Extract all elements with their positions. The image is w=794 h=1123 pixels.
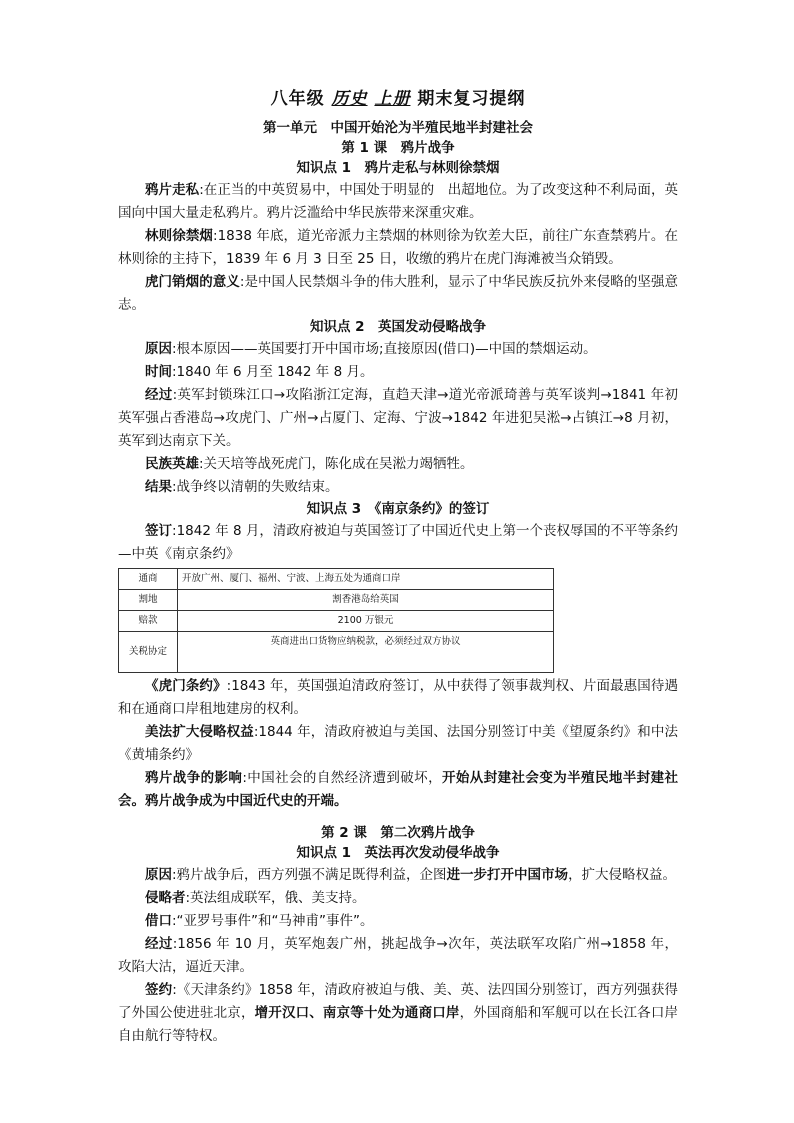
table-cell-content: 2100 万银元 (178, 611, 554, 632)
paragraph: 《虎门条约》:1843 年，英国强迫清政府签订，从中获得了领事裁判权、片面最惠国待遇和在通商口岸租地建房的权利。 (118, 678, 678, 717)
knowledge-point-heading: 知识点 3 《南京条约》的签订 (306, 501, 490, 517)
title-suffix: 期末复习提纲 (410, 89, 526, 109)
title-volume-handwritten: 上册 (374, 89, 411, 109)
paragraph: 林则徐禁烟:1838 年底，道光帝派力主禁烟的林则徐为钦差大臣，前往广东查禁鸦片。在林则徐的主持下，1839 年 6 月 3 日至 25 日，收缴的鸦片在虎门海滩被当众销毁。 (118, 228, 678, 267)
table-cell-content: 开放广州、厦门、福州、宁波、上海五处为通商口岸 (178, 569, 554, 590)
table-row (119, 632, 554, 673)
lesson-heading: 第 1 课 鸦片战争 (341, 140, 455, 156)
paragraph: 签订:1842 年 8 月，清政府被迫与英国签订了中国近代史上第一个丧权辱国的不平等条约—中英《南京条约》 (118, 523, 679, 562)
paragraph: 侵略者:英法组成联军，俄、美支持。 (145, 890, 366, 906)
knowledge-point-heading: 知识点 1 鸦片走私与林则徐禁烟 (296, 160, 500, 176)
paragraph: 原因:根本原因——英国要打开中国市场;直接原因(借口)—中国的禁烟运动。 (145, 341, 597, 357)
table-cell-term: 赔款 (119, 611, 178, 632)
unit-heading: 第一单元 中国开始沦为半殖民地半封建社会 (263, 120, 533, 136)
paragraph: 原因:鸦片战争后，西方列强不满足既得利益，企图进一步打开中国市场，扩大侵略权益。 (145, 867, 677, 883)
paragraph: 经过:1856 年 10 月，英军炮轰广州，挑起战争→次年，英法联军攻陷广州→1858 年，攻陷大沽，逼近天津。 (118, 936, 678, 975)
title-grade: 八年级 (270, 89, 332, 109)
treaty-terms-table (118, 568, 554, 673)
paragraph: 经过:英军封锁珠江口→攻陷浙江定海，直趋天津→道光帝派琦善与英军谈判→1841 年初英军强占香港岛→攻虎门、广州→占厦门、定海、宁波→1842 年进犯吴淞→占镇江→8 月初，英军到达南京下关。 (118, 387, 678, 449)
table-row (119, 590, 554, 611)
table-cell-term: 割地 (119, 590, 178, 611)
paragraph: 结果:战争终以清朝的失败结束。 (145, 479, 339, 495)
paragraph: 民族英雄:关天培等战死虎门，陈化成在吴淞力竭牺牲。 (145, 456, 474, 472)
paragraph: 鸦片战争的影响:中国社会的自然经济遭到破坏，开始从封建社会变为半殖民地半封建社会。鸦片战争成为中国近代史的开端。 (118, 770, 678, 809)
title-subject-handwritten: 历史 (331, 89, 368, 109)
table-row (119, 611, 554, 632)
table-row (119, 569, 554, 590)
document-page (118, 88, 678, 1048)
table-cell-content: 英商进出口货物应纳税款，必须经过双方协议 (178, 632, 554, 673)
lesson-heading: 第 2 课 第二次鸦片战争 (321, 825, 475, 841)
paragraph: 时间:1840 年 6 月至 1842 年 8 月。 (145, 364, 374, 380)
paragraph: 虎门销烟的意义:是中国人民禁烟斗争的伟大胜利，显示了中华民族反抗外来侵略的坚强意志。 (118, 274, 678, 313)
document-title (118, 88, 678, 110)
table-cell-term: 通商 (119, 569, 178, 590)
paragraph: 美法扩大侵略权益:1844 年，清政府被迫与美国、法国分别签订中美《望厦条约》和中法《黄埔条约》 (118, 724, 678, 763)
paragraph: 借口:“亚罗号事件”和“马神甫”事件”。 (145, 913, 374, 929)
paragraph: 签约:《天津条约》1858 年，清政府被迫与俄、美、英、法四国分别签订，西方列强获得了外国公使进驻北京，增开汉口、南京等十处为通商口岸，外国商船和军舰可以在长江各口岸自由航行等特权。 (118, 982, 679, 1044)
table-cell-term: 关税协定 (119, 632, 178, 673)
knowledge-point-heading: 知识点 2 英国发动侵略战争 (309, 319, 487, 335)
table-cell-content: 割香港岛给英国 (178, 590, 554, 611)
paragraph: 鸦片走私:在正当的中英贸易中，中国处于明显的 出超地位。为了改变这种不利局面，英国向中国大量走私鸦片。鸦片泛滥给中华民族带来深重灾难。 (118, 182, 678, 221)
knowledge-point-heading: 知识点 1 英法再次发动侵华战争 (296, 845, 500, 861)
